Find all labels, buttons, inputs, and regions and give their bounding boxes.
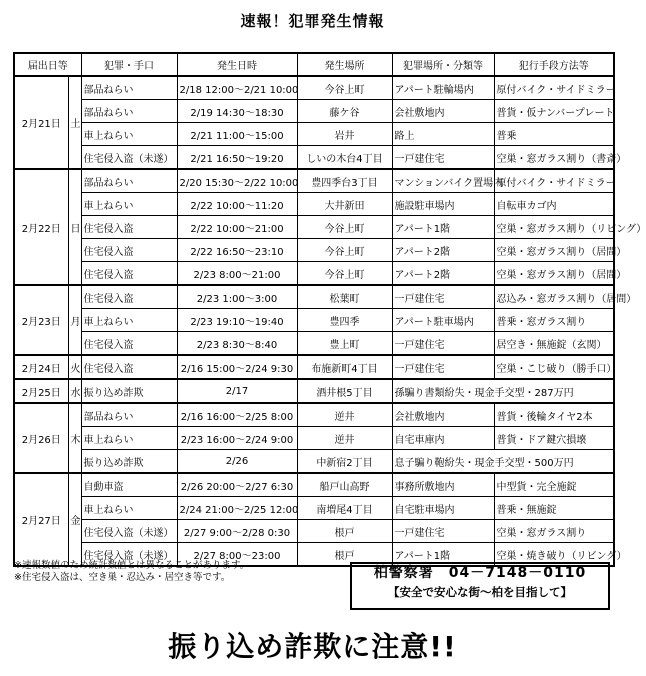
report-date: 2月22日 xyxy=(14,169,68,285)
place-category: 一戸建住宅 xyxy=(392,285,494,309)
crime-method: 空巣・窓ガラス割り（居間） xyxy=(494,239,614,262)
crime-type: 自動車盗 xyxy=(81,473,177,497)
table-row xyxy=(14,332,614,356)
occurrence-location: 松葉町 xyxy=(297,285,392,309)
report-date: 2月26日 xyxy=(14,403,68,473)
note-line: ※速報数値のため統計数値とは異なることがあります。 xyxy=(14,560,250,571)
occurrence-datetime: 2/22 10:00～21:00 xyxy=(177,216,297,239)
occurrence-datetime: 2/20 15:30～2/22 10:00 xyxy=(177,169,297,193)
page-title: 速報！犯罪発生情報 xyxy=(240,12,385,30)
place-category: 会社敷地内 xyxy=(392,403,494,427)
table-row xyxy=(14,473,614,497)
place-category: 路上 xyxy=(392,123,494,146)
weekday: 木 xyxy=(68,403,81,473)
weekday: 金 xyxy=(68,473,81,566)
occurrence-location: 中新宿2丁目 xyxy=(297,450,392,474)
place-category: マンションバイク置場内 xyxy=(392,169,494,193)
crime-type: 車上ねらい xyxy=(81,193,177,216)
weekday: 月 xyxy=(68,285,81,355)
table-header-row xyxy=(14,53,614,76)
day-group xyxy=(14,76,627,169)
place-category: 自宅車庫内 xyxy=(392,427,494,450)
crime-type: 車上ねらい xyxy=(81,123,177,146)
occurrence-location: 布施新町4丁目 xyxy=(297,355,392,379)
occurrence-datetime: 2/18 12:00～2/21 10:00 xyxy=(177,76,297,100)
crime-type: 住宅侵入盗（未遂） xyxy=(81,543,177,567)
crime-method: 普乗・窓ガラス割り xyxy=(494,309,614,332)
crime-type: 住宅侵入盗 xyxy=(81,355,177,379)
place-category: 一戸建住宅 xyxy=(392,146,494,170)
crime-type: 車上ねらい xyxy=(81,497,177,520)
crime-method: 普乗 xyxy=(494,123,614,146)
occurrence-datetime: 2/23 8:30～8:40 xyxy=(177,332,297,356)
crime-report-table xyxy=(13,52,646,567)
table-row xyxy=(14,309,614,332)
crime-method: 忍込み・窓ガラス割り（居間） xyxy=(494,285,614,309)
crime-method: 中型貨・完全施錠 xyxy=(494,473,614,497)
place-category: アパート1階 xyxy=(392,216,494,239)
place-category: 事務所敷地内 xyxy=(392,473,494,497)
crime-type: 住宅侵入盗 xyxy=(81,332,177,356)
occurrence-datetime: 2/21 11:00～15:00 xyxy=(177,123,297,146)
place-category: アパート駐車場内 xyxy=(392,309,494,332)
table-row xyxy=(14,285,614,309)
day-group xyxy=(14,355,617,379)
crime-type: 車上ねらい xyxy=(81,309,177,332)
crime-method: 原付バイク・サイドミラー xyxy=(494,76,614,100)
occurrence-datetime: 2/21 16:50～19:20 xyxy=(177,146,297,170)
crime-type: 住宅侵入盗 xyxy=(81,285,177,309)
crime-method: 普貨・後輪タイヤ2本 xyxy=(494,403,614,427)
occurrence-location: しいの木台4丁目 xyxy=(297,146,392,170)
crime-method: 空巣・窓ガラス割り（リビング） xyxy=(494,216,614,239)
day-group xyxy=(14,473,627,566)
occurrence-datetime: 2/23 16:00～2/24 9:00 xyxy=(177,427,297,450)
note-line: ※住宅侵入盗は、空き巣・忍込み・居空き等です。 xyxy=(14,572,231,583)
place-category: 息子騙り鞄紛失・現金手交型・500万円 xyxy=(392,450,614,474)
place-category: 一戸建住宅 xyxy=(392,355,494,379)
weekday: 日 xyxy=(68,169,81,285)
occurrence-location: 今谷上町 xyxy=(297,262,392,286)
occurrence-datetime: 2/22 10:00～11:20 xyxy=(177,193,297,216)
day-group xyxy=(14,285,637,355)
table-row xyxy=(14,169,614,193)
day-group xyxy=(14,169,646,285)
crime-type: 振り込め詐欺 xyxy=(81,450,177,474)
crime-type: 部品ねらい xyxy=(81,100,177,123)
crime-method: 居空き・無施錠（玄関） xyxy=(494,332,614,356)
table-row xyxy=(14,76,614,100)
occurrence-location: 逆井 xyxy=(297,403,392,427)
place-category: 一戸建住宅 xyxy=(392,332,494,356)
crime-method: 普貨・ドア鍵穴損壊 xyxy=(494,427,614,450)
occurrence-location: 根戸 xyxy=(297,543,392,567)
occurrence-datetime: 2/16 16:00～2/25 8:00 xyxy=(177,403,297,427)
table-row xyxy=(14,239,614,262)
crime-type: 部品ねらい xyxy=(81,403,177,427)
crime-method: 空巣・焼き破り（リビング） xyxy=(494,543,614,567)
occurrence-datetime: 2/23 1:00～3:00 xyxy=(177,285,297,309)
occurrence-datetime: 2/17 xyxy=(177,379,297,403)
crime-method: 普乗・無施錠 xyxy=(494,497,614,520)
crime-method: 空巣・こじ破り（勝手口） xyxy=(494,355,614,379)
table-row xyxy=(14,497,614,520)
table-row xyxy=(14,427,614,450)
column-header-report-date: 届出日等 xyxy=(14,53,81,76)
weekday: 水 xyxy=(68,379,81,403)
column-header-method: 犯行手段方法等 xyxy=(494,53,614,76)
police-contact-box xyxy=(350,562,610,610)
place-category: 自宅駐車場内 xyxy=(392,497,494,520)
table-row xyxy=(14,100,614,123)
notes xyxy=(14,560,249,584)
day-group xyxy=(14,379,614,403)
occurrence-location: 豊四季 xyxy=(297,309,392,332)
occurrence-datetime: 2/26 20:00～2/27 6:30 xyxy=(177,473,297,497)
crime-type: 車上ねらい xyxy=(81,427,177,450)
occurrence-location: 酒井根5丁目 xyxy=(297,379,392,403)
table-row xyxy=(14,403,614,427)
table-row xyxy=(14,355,614,379)
place-category: アパート2階 xyxy=(392,239,494,262)
occurrence-location: 今谷上町 xyxy=(297,216,392,239)
place-category: アパート1階 xyxy=(392,543,494,567)
occurrence-datetime: 2/24 21:00～2/25 12:00 xyxy=(177,497,297,520)
crime-type: 住宅侵入盗 xyxy=(81,216,177,239)
table-row xyxy=(14,146,614,170)
report-date: 2月21日 xyxy=(14,76,68,169)
occurrence-location: 今谷上町 xyxy=(297,239,392,262)
occurrence-location: 南増尾4丁目 xyxy=(297,497,392,520)
report-date: 2月23日 xyxy=(14,285,68,355)
police-station-contact: 柏警察署 04－7148－0110 xyxy=(373,565,587,581)
occurrence-datetime: 2/16 15:00～2/24 9:30 xyxy=(177,355,297,379)
occurrence-location: 船戸山高野 xyxy=(297,473,392,497)
occurrence-datetime: 2/27 9:00～2/28 0:30 xyxy=(177,520,297,543)
crime-type: 住宅侵入盗 xyxy=(81,262,177,286)
occurrence-location: 今谷上町 xyxy=(297,76,392,100)
police-slogan: 【安全で安心な街～柏を目指して】 xyxy=(388,585,572,599)
occurrence-datetime: 2/23 8:00～21:00 xyxy=(177,262,297,286)
place-category: 一戸建住宅 xyxy=(392,520,494,543)
table-row xyxy=(14,193,614,216)
crime-method: 自転車カゴ内 xyxy=(494,193,614,216)
occurrence-datetime: 2/27 8:00～23:00 xyxy=(177,543,297,567)
column-header-datetime: 発生日時 xyxy=(177,53,297,76)
table-row xyxy=(14,450,614,474)
report-date: 2月24日 xyxy=(14,355,68,379)
crime-type: 振り込め詐欺 xyxy=(81,379,177,403)
occurrence-location: 岩井 xyxy=(297,123,392,146)
crime-method: 空巣・窓ガラス割り（居間） xyxy=(494,262,614,286)
crime-type: 住宅侵入盗 xyxy=(81,239,177,262)
crime-method: 原付バイク・サイドミラー xyxy=(494,169,614,193)
occurrence-location: 藤ケ谷 xyxy=(297,100,392,123)
occurrence-location: 豊四季台3丁目 xyxy=(297,169,392,193)
occurrence-location: 豊上町 xyxy=(297,332,392,356)
fraud-warning: 振り込め詐欺に注意!! xyxy=(168,630,457,663)
occurrence-datetime: 2/22 16:50～23:10 xyxy=(177,239,297,262)
occurrence-datetime: 2/23 19:10～19:40 xyxy=(177,309,297,332)
weekday: 火 xyxy=(68,355,81,379)
table-row xyxy=(14,379,614,403)
table-row xyxy=(14,520,614,543)
place-category: 孫騙り書類紛失・現金手交型・287万円 xyxy=(392,379,614,403)
occurrence-location: 根戸 xyxy=(297,520,392,543)
occurrence-location: 大井新田 xyxy=(297,193,392,216)
place-category: アパート駐輪場内 xyxy=(392,76,494,100)
day-group xyxy=(14,403,614,473)
crime-type: 住宅侵入盗（未遂） xyxy=(81,520,177,543)
place-category: 施設駐車場内 xyxy=(392,193,494,216)
crime-type: 部品ねらい xyxy=(81,76,177,100)
crime-method: 普貨・仮ナンバープレート xyxy=(494,100,614,123)
occurrence-datetime: 2/26 xyxy=(177,450,297,474)
column-header-location: 発生場所 xyxy=(297,53,392,76)
place-category: 会社敷地内 xyxy=(392,100,494,123)
column-header-place-category: 犯罪場所・分類等 xyxy=(392,53,494,76)
report-date: 2月25日 xyxy=(14,379,68,403)
crime-method: 空巣・窓ガラス割り（書斎） xyxy=(494,146,614,170)
crime-method: 空巣・窓ガラス割り xyxy=(494,520,614,543)
table-row xyxy=(14,216,614,239)
crime-type: 部品ねらい xyxy=(81,169,177,193)
weekday: 土 xyxy=(68,76,81,169)
report-date: 2月27日 xyxy=(14,473,68,566)
occurrence-location: 逆井 xyxy=(297,427,392,450)
table-row xyxy=(14,123,614,146)
column-header-crime-type: 犯罪・手口 xyxy=(81,53,177,76)
place-category: アパート2階 xyxy=(392,262,494,286)
occurrence-datetime: 2/19 14:30～18:30 xyxy=(177,100,297,123)
table-row xyxy=(14,262,614,286)
crime-type: 住宅侵入盗（未遂） xyxy=(81,146,177,170)
